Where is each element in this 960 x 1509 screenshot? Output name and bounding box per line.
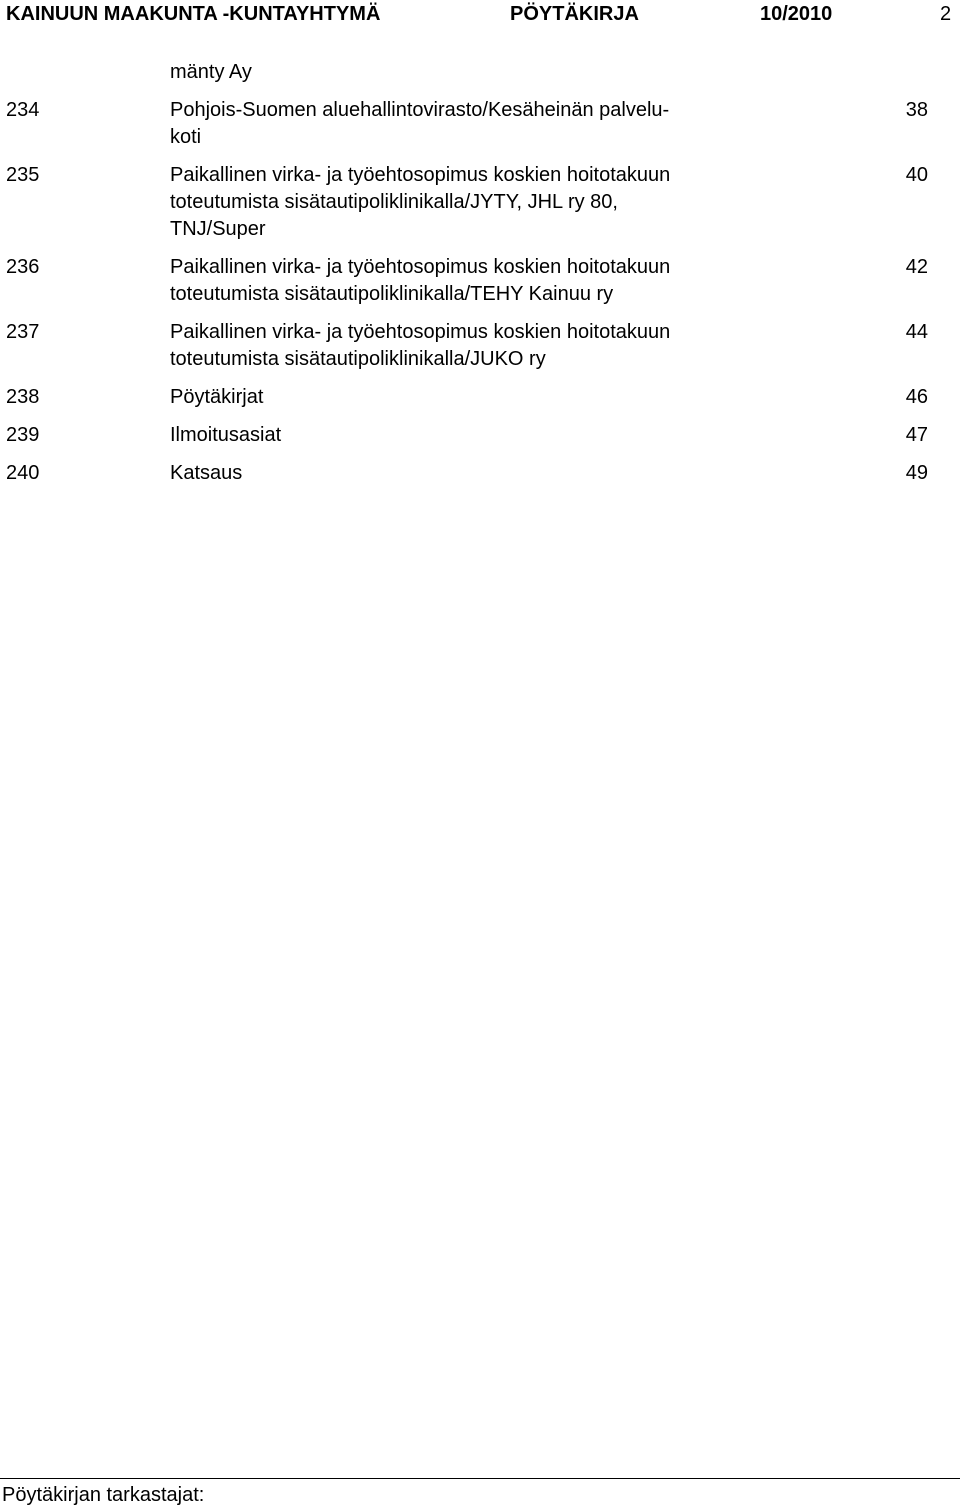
toc-item-number: 240 [6,462,40,484]
toc-item-title-line: Katsaus [170,462,243,484]
toc-item-title [170,97,770,151]
toc-item-number: 239 [6,424,40,446]
toc-item-title-line: Pöytäkirjat [170,386,264,408]
toc-item-title-line: koti [170,126,202,148]
toc-item-title-line: toteutumista sisätautipoliklinikalla/JYTY, JHL ry 80, [170,191,618,213]
toc-item-title [170,422,770,449]
toc-item-number: 236 [6,256,40,278]
page-header [0,0,960,30]
toc-item-title [170,162,770,243]
toc-item-title-line: Paikallinen virka- ja työehtosopimus koskien hoitotakuun [170,164,671,186]
toc-item-title [170,254,770,308]
organization-name: KAINUUN MAAKUNTA -KUNTAYHTYMÄ [6,3,381,25]
page-footer [0,1478,960,1509]
toc-item-title-line: TNJ/Super [170,218,266,240]
toc-item-number: 234 [6,99,40,121]
page-number: 2 [940,3,952,25]
toc-item-page: 44 [905,321,928,343]
toc-item-title [170,384,770,411]
toc-item-title-line: toteutumista sisätautipoliklinikalla/TEHY Kainuu ry [170,283,614,305]
toc-item-page: 46 [905,386,928,408]
footer-divider [0,1478,960,1479]
toc-item-title-line: Ilmoitusasiat [170,424,282,446]
toc-item-title [170,319,770,373]
toc-item-page: 38 [905,99,928,121]
toc-item-title-line: Paikallinen virka- ja työehtosopimus koskien hoitotakuun [170,256,671,278]
toc-item-page: 47 [905,424,928,446]
toc-item-title-line: Paikallinen virka- ja työehtosopimus koskien hoitotakuun [170,321,671,343]
toc-item-title-line: Pohjois-Suomen aluehallintovirasto/Kesäheinän palvelu- [170,99,670,121]
toc-continuation-line: mänty Ay [170,61,252,83]
toc-item-title [170,460,770,487]
toc-item-title-line: toteutumista sisätautipoliklinikalla/JUKO ry [170,348,546,370]
toc-item-page: 42 [905,256,928,278]
toc-item-number: 238 [6,386,40,408]
footer-signature-label: Pöytäkirjan tarkastajat: [2,1484,205,1506]
toc-item-number: 235 [6,164,40,186]
toc-item-page: 40 [905,164,928,186]
document-type: PÖYTÄKIRJA [510,3,639,25]
document-number: 10/2010 [760,3,833,25]
toc-item-number: 237 [6,321,40,343]
toc-item-page: 49 [905,462,928,484]
